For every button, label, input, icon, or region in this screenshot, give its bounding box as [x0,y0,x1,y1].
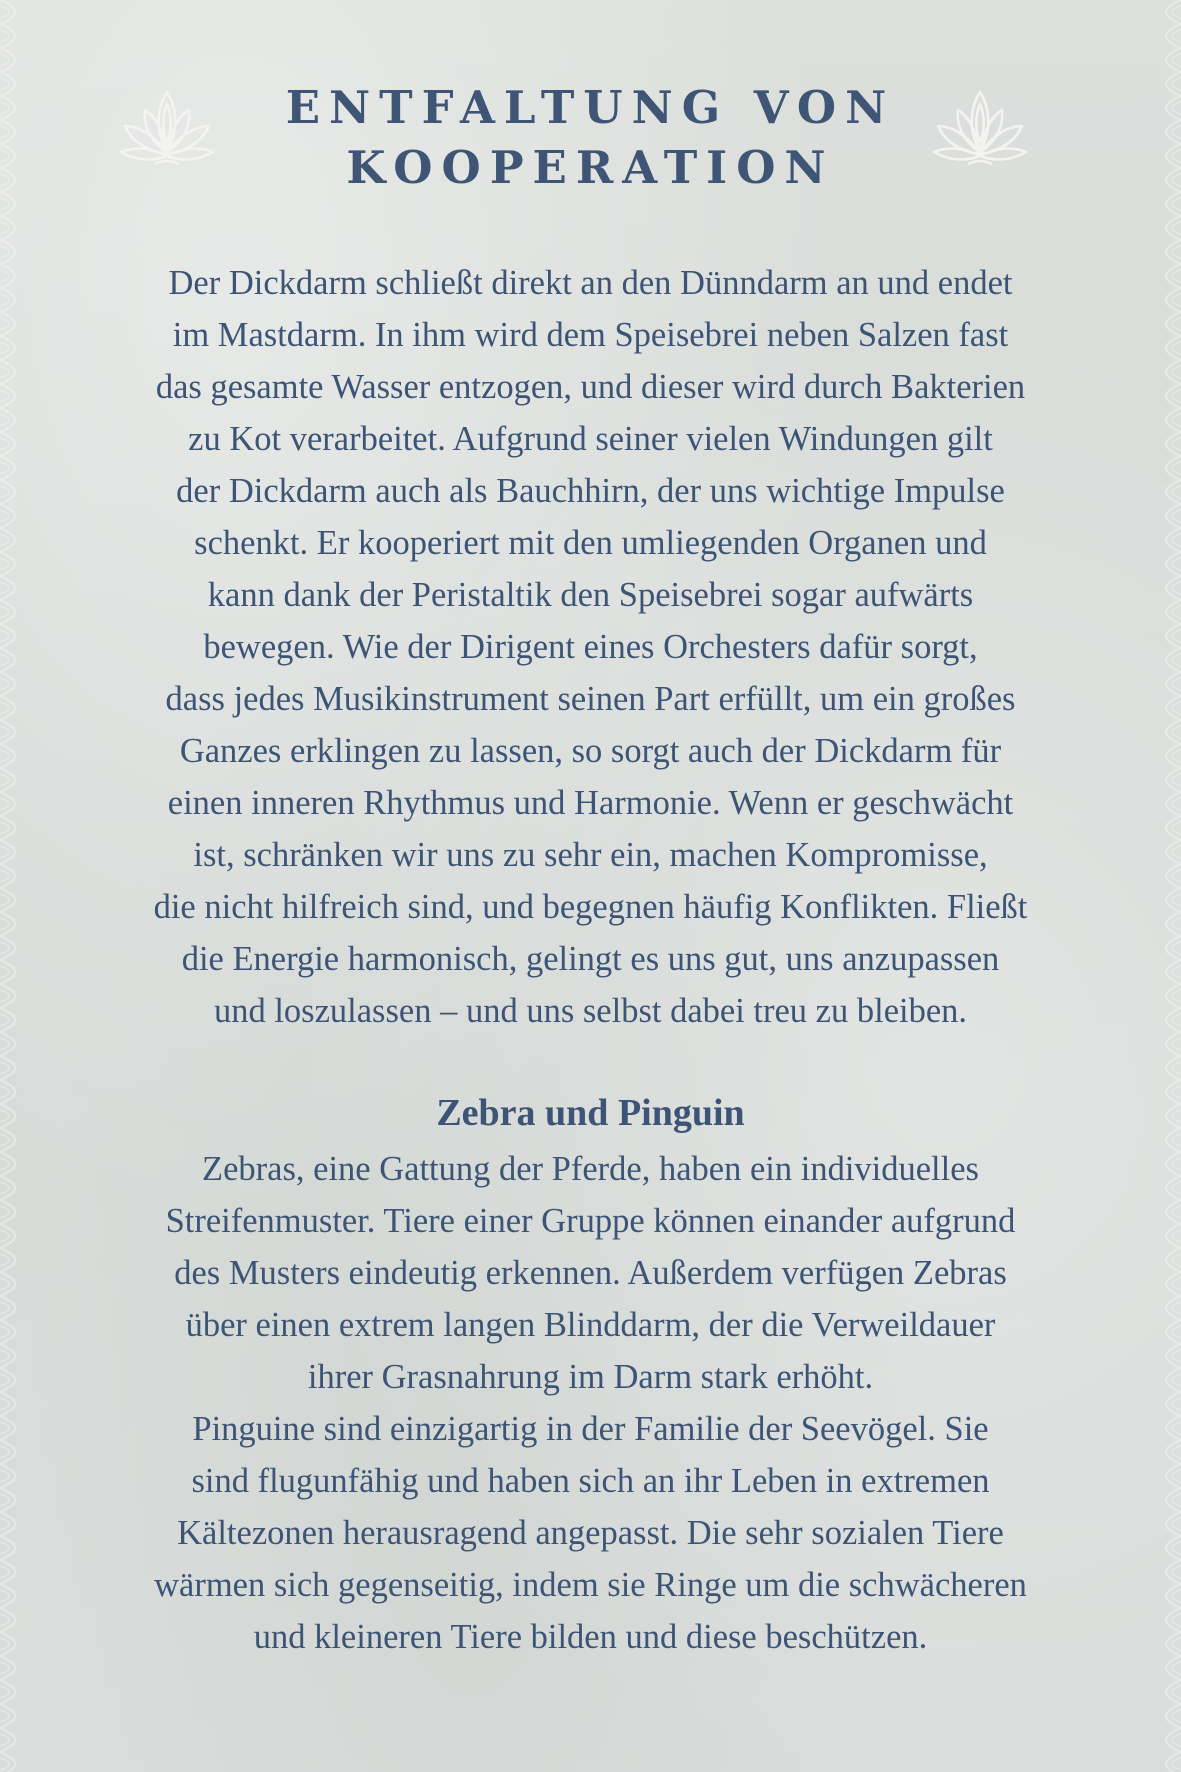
text-line: die Energie harmonisch, gelingt es uns gut, uns anzupassen [181,940,1000,978]
text-line: Kältezonen herausragend angepasst. Die sehr sozialen Tiere [177,1514,1004,1552]
text-line: und kleineren Tiere bilden und diese beschützen. [253,1618,928,1656]
text-line: über einen extrem langen Blinddarm, der die Verweildauer [185,1306,996,1344]
text-line: das gesamte Wasser entzogen, und dieser wird durch Bakterien [155,368,1026,406]
text-line: ihrer Grasnahrung im Darm stark erhöht. [307,1358,874,1396]
text-line: die nicht hilfreich sind, und begegnen häufig Konflikten. Fließt [153,888,1028,926]
title-line: ENTFALTUNG VON [285,81,896,134]
left-scale-border [0,0,36,1772]
section-heading: Zebra und Pinguin [436,1092,745,1134]
text-line: sind flugunfähig und haben sich an ihr Leben in extremen [191,1462,990,1500]
text-line: zu Kot verarbeitet. Aufgrund seiner vielen Windungen gilt [188,420,993,458]
text-line: und loszulassen – und uns selbst dabei treu zu bleiben. [213,992,968,1030]
text-line: Der Dickdarm schließt direkt an den Dünndarm an und endet [168,264,1013,302]
right-scale-border [1145,0,1181,1772]
text-line: einen inneren Rhythmus und Harmonie. Wenn er geschwächt [167,784,1014,822]
zebra-paragraph [60,1143,1121,1403]
text-line: Streifenmuster. Tiere einer Gruppe können einander aufgrund [165,1202,1016,1240]
title-line: KOOPERATION [346,141,835,194]
text-line: ist, schränken wir uns zu sehr ein, machen Kompromisse, [193,836,988,874]
text-line: bewegen. Wie der Dirigent eines Orchesters dafür sorgt, [203,628,978,666]
intro-paragraph [60,257,1121,1037]
card-title [0,78,1181,198]
text-line: Pinguine sind einzigartig in der Familie der Seevögel. Sie [192,1410,989,1448]
text-line: Zebras, eine Gattung der Pferde, haben ein individuelles [202,1150,979,1188]
text-line: kann dank der Peristaltik den Speisebrei sogar aufwärts [207,576,974,614]
text-line: dass jedes Musikinstrument seinen Part erfüllt, um ein großes [165,680,1016,718]
text-line: der Dickdarm auch als Bauchhirn, der uns wichtige Impulse [176,472,1005,510]
text-line: im Mastdarm. In ihm wird dem Speisebrei neben Salzen fast [172,316,1009,354]
penguin-paragraph [60,1403,1121,1663]
text-line: Ganzes erklingen zu lassen, so sorgt auch der Dickdarm für [179,732,1002,770]
text-line: schenkt. Er kooperiert mit den umliegenden Organen und [194,524,987,562]
text-line: des Musters eindeutig erkennen. Außerdem verfügen Zebras [174,1254,1007,1292]
text-line: wärmen sich gegenseitig, indem sie Ringe um die schwächeren [154,1566,1027,1604]
